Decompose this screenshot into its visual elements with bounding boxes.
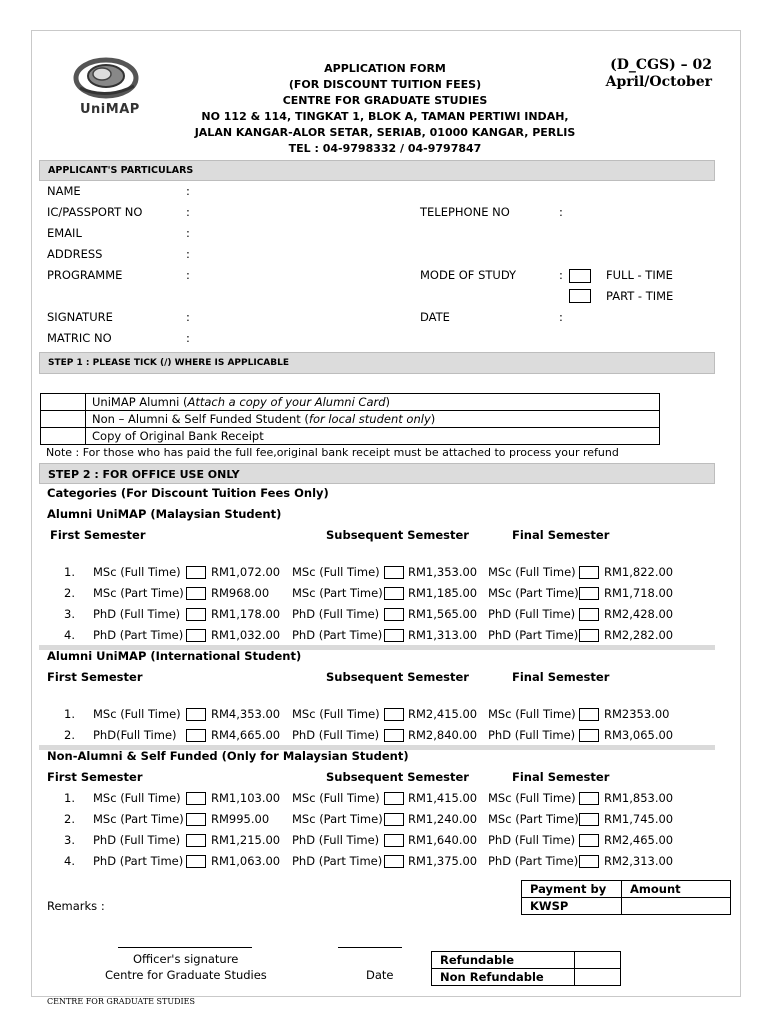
mode-colon: : bbox=[559, 268, 563, 282]
fee-amount-col1: RM4,665.00 bbox=[211, 728, 281, 742]
amount-cell[interactable] bbox=[622, 898, 731, 915]
g1-final-semester-heading: Final Semester bbox=[512, 528, 610, 542]
fee-amount-col1: RM1,072.00 bbox=[211, 565, 281, 579]
fee-checkbox-col1[interactable] bbox=[186, 834, 206, 847]
fee-amount-col2: RM2,840.00 bbox=[408, 728, 478, 742]
group-title-non-alumni: Non-Alumni & Self Funded (Only for Malaysian Student) bbox=[47, 749, 409, 763]
course-label-col3: PhD (Full Time) bbox=[488, 833, 576, 847]
address-label: ADDRESS bbox=[47, 247, 103, 261]
fee-amount-col2: RM1,353.00 bbox=[408, 565, 478, 579]
g2-first-semester-heading: First Semester bbox=[47, 670, 143, 684]
fee-amount-col2: RM1,565.00 bbox=[408, 607, 478, 621]
step2-band bbox=[39, 463, 715, 484]
step2-title: STEP 2 : FOR OFFICE USE ONLY bbox=[48, 468, 240, 481]
fee-checkbox-col1[interactable] bbox=[186, 729, 206, 742]
course-label-col1: PhD (Full Time) bbox=[93, 833, 181, 847]
course-label-col1: PhD(Full Time) bbox=[93, 728, 177, 742]
course-label-col2: MSc (Part Time) bbox=[292, 586, 383, 600]
fee-amount-col1: RM1,063.00 bbox=[211, 854, 281, 868]
date-label: DATE bbox=[420, 310, 450, 324]
row-number: 3. bbox=[64, 607, 75, 621]
fee-checkbox-col3[interactable] bbox=[579, 855, 599, 868]
g1-subsequent-semester-heading: Subsequent Semester bbox=[326, 528, 469, 542]
row-number: 2. bbox=[64, 728, 75, 742]
tick-cell-receipt[interactable] bbox=[41, 428, 86, 445]
fee-checkbox-col1[interactable] bbox=[186, 566, 206, 579]
ic-label: IC/PASSPORT NO bbox=[47, 205, 143, 219]
date-signature-line bbox=[338, 947, 402, 948]
fee-checkbox-col2[interactable] bbox=[384, 608, 404, 621]
kwsp-cell: KWSP bbox=[522, 898, 622, 915]
fee-amount-col2: RM1,640.00 bbox=[408, 833, 478, 847]
fee-checkbox-col3[interactable] bbox=[579, 813, 599, 826]
date-colon: : bbox=[559, 310, 563, 324]
officer-date-label: Date bbox=[366, 968, 394, 982]
fee-checkbox-col3[interactable] bbox=[579, 708, 599, 721]
g3-final-semester-heading: Final Semester bbox=[512, 770, 610, 784]
address-colon: : bbox=[186, 247, 190, 261]
course-label-col2: PhD (Full Time) bbox=[292, 728, 380, 742]
ic-colon: : bbox=[186, 205, 190, 219]
payment-table bbox=[521, 880, 731, 915]
step1-title: STEP 1 : PLEASE TICK (/) WHERE IS APPLICABLE bbox=[48, 358, 290, 368]
fee-checkbox-col1[interactable] bbox=[186, 608, 206, 621]
fee-amount-col3: RM2,465.00 bbox=[604, 833, 674, 847]
group-title-alumni-malaysian: Alumni UniMAP (Malaysian Student) bbox=[47, 507, 282, 521]
course-label-col2: MSc (Part Time) bbox=[292, 812, 383, 826]
name-label: NAME bbox=[47, 184, 81, 198]
row-number: 1. bbox=[64, 565, 75, 579]
refundable-label: Refundable bbox=[432, 952, 575, 969]
fee-amount-col3: RM1,718.00 bbox=[604, 586, 674, 600]
telephone-colon: : bbox=[559, 205, 563, 219]
fee-checkbox-col1[interactable] bbox=[186, 629, 206, 642]
form-centre: CENTRE FOR GRADUATE STUDIES bbox=[282, 94, 488, 107]
fee-amount-col1: RM1,215.00 bbox=[211, 833, 281, 847]
fee-amount-col2: RM1,313.00 bbox=[408, 628, 478, 642]
row-number: 2. bbox=[64, 812, 75, 826]
logo-text: UniMAP bbox=[80, 102, 140, 117]
course-label-col1: MSc (Full Time) bbox=[93, 791, 181, 805]
refundable-tick-cell[interactable] bbox=[575, 952, 621, 969]
page-footer: CENTRE FOR GRADUATE STUDIES bbox=[47, 997, 195, 1006]
form-code-number: (D_CGS) – 02 bbox=[610, 57, 712, 73]
fee-amount-col2: RM1,375.00 bbox=[408, 854, 478, 868]
form-code bbox=[590, 57, 712, 91]
course-label-col3: MSc (Part Time) bbox=[488, 812, 579, 826]
fee-checkbox-col3[interactable] bbox=[579, 834, 599, 847]
form-subtitle: (FOR DISCOUNT TUITION FEES) bbox=[288, 78, 482, 91]
course-label-col3: PhD (Part Time) bbox=[488, 854, 579, 868]
fee-amount-col3: RM3,065.00 bbox=[604, 728, 674, 742]
fee-amount-col3: RM2,428.00 bbox=[604, 607, 674, 621]
matric-colon: : bbox=[186, 331, 190, 345]
remarks-label: Remarks : bbox=[47, 899, 105, 913]
group-title-alumni-international: Alumni UniMAP (International Student) bbox=[47, 649, 302, 663]
fee-checkbox-col1[interactable] bbox=[186, 792, 206, 805]
officer-signature-label: Officer's signature bbox=[133, 952, 239, 966]
fee-checkbox-col1[interactable] bbox=[186, 813, 206, 826]
amount-header: Amount bbox=[622, 881, 731, 898]
fee-checkbox-col2[interactable] bbox=[384, 813, 404, 826]
course-label-col2: MSc (Full Time) bbox=[292, 707, 380, 721]
officer-signature-line bbox=[118, 947, 252, 948]
fee-checkbox-col2[interactable] bbox=[384, 566, 404, 579]
full-time-label: FULL - TIME bbox=[606, 268, 673, 282]
fee-amount-col1: RM995.00 bbox=[211, 812, 270, 826]
refund-table bbox=[431, 951, 621, 986]
course-label-col1: MSc (Full Time) bbox=[93, 565, 181, 579]
fee-checkbox-col1[interactable] bbox=[186, 587, 206, 600]
step1-band bbox=[39, 352, 715, 374]
email-colon: : bbox=[186, 226, 190, 240]
part-time-label: PART - TIME bbox=[606, 289, 674, 303]
g3-first-semester-heading: First Semester bbox=[47, 770, 143, 784]
matric-label: MATRIC NO bbox=[47, 331, 112, 345]
form-address-line-2: JALAN KANGAR-ALOR SETAR, SERIAB, 01000 KANGAR, PERLIS bbox=[194, 126, 576, 139]
fee-amount-col2: RM1,185.00 bbox=[408, 586, 478, 600]
course-label-col2: PhD (Part Time) bbox=[292, 628, 383, 642]
particulars-title: APPLICANT'S PARTICULARS bbox=[48, 165, 194, 176]
form-address-line-1: NO 112 & 114, TINGKAT 1, BLOK A, TAMAN PERTIWI INDAH, bbox=[201, 110, 569, 123]
g2-final-semester-heading: Final Semester bbox=[512, 670, 610, 684]
unimap-logo bbox=[72, 52, 142, 120]
fee-checkbox-col3[interactable] bbox=[579, 629, 599, 642]
fee-checkbox-col2[interactable] bbox=[384, 708, 404, 721]
step1-note: Note : For those who has paid the full fee,original bank receipt must be attached to process your refund bbox=[46, 446, 619, 459]
programme-colon: : bbox=[186, 268, 190, 282]
fee-checkbox-col3[interactable] bbox=[579, 729, 599, 742]
form-telephone: TEL : 04-9798332 / 04-9797847 bbox=[288, 142, 482, 155]
form-title: APPLICATION FORM bbox=[324, 62, 446, 75]
logo-emblem-icon bbox=[72, 52, 142, 102]
fee-checkbox-col2[interactable] bbox=[384, 834, 404, 847]
tick-label-non-alumni: Non – Alumni & Self Funded Student (for local student only) bbox=[86, 411, 660, 428]
tick-label-receipt: Copy of Original Bank Receipt bbox=[86, 428, 660, 445]
programme-label: PROGRAMME bbox=[47, 268, 123, 282]
row-number: 3. bbox=[64, 833, 75, 847]
course-label-col3: PhD (Full Time) bbox=[488, 728, 576, 742]
course-label-col1: MSc (Full Time) bbox=[93, 707, 181, 721]
telephone-label: TELEPHONE NO bbox=[420, 205, 510, 219]
tick-label-alumni: UniMAP Alumni (Attach a copy of your Alumni Card) bbox=[86, 394, 660, 411]
g1-first-semester-heading: First Semester bbox=[50, 528, 146, 542]
full-time-checkbox[interactable] bbox=[569, 269, 591, 283]
fee-amount-col1: RM4,353.00 bbox=[211, 707, 281, 721]
tick-cell-alumni[interactable] bbox=[41, 394, 86, 411]
fee-checkbox-col3[interactable] bbox=[579, 566, 599, 579]
fee-amount-col1: RM1,103.00 bbox=[211, 791, 281, 805]
fee-amount-col3: RM2353.00 bbox=[604, 707, 670, 721]
tick-cell-non-alumni[interactable] bbox=[41, 411, 86, 428]
fee-amount-col1: RM1,032.00 bbox=[211, 628, 281, 642]
non-refundable-tick-cell[interactable] bbox=[575, 969, 621, 986]
officer-centre-label: Centre for Graduate Studies bbox=[105, 968, 267, 982]
course-label-col3: MSc (Full Time) bbox=[488, 791, 576, 805]
course-label-col2: MSc (Full Time) bbox=[292, 565, 380, 579]
fee-checkbox-col2[interactable] bbox=[384, 855, 404, 868]
fee-checkbox-col1[interactable] bbox=[186, 708, 206, 721]
fee-amount-col2: RM1,240.00 bbox=[408, 812, 478, 826]
tick-row-receipt bbox=[41, 428, 660, 445]
row-number: 2. bbox=[64, 586, 75, 600]
course-label-col1: PhD (Part Time) bbox=[93, 628, 184, 642]
name-colon: : bbox=[186, 184, 190, 198]
fee-amount-col1: RM968.00 bbox=[211, 586, 270, 600]
course-label-col3: PhD (Full Time) bbox=[488, 607, 576, 621]
tick-row-non-alumni bbox=[41, 411, 660, 428]
fee-checkbox-col2[interactable] bbox=[384, 587, 404, 600]
particulars-band bbox=[39, 160, 715, 181]
tick-row-alumni bbox=[41, 394, 660, 411]
fee-amount-col2: RM2,415.00 bbox=[408, 707, 478, 721]
fee-checkbox-col2[interactable] bbox=[384, 729, 404, 742]
form-period: April/October bbox=[605, 74, 712, 90]
fee-checkbox-col2[interactable] bbox=[384, 629, 404, 642]
fee-checkbox-col3[interactable] bbox=[579, 608, 599, 621]
step1-tick-table bbox=[40, 393, 660, 445]
course-label-col1: MSc (Part Time) bbox=[93, 586, 184, 600]
course-label-col2: MSc (Full Time) bbox=[292, 791, 380, 805]
part-time-checkbox[interactable] bbox=[569, 289, 591, 303]
fee-amount-col2: RM1,415.00 bbox=[408, 791, 478, 805]
fee-amount-col3: RM1,853.00 bbox=[604, 791, 674, 805]
categories-heading: Categories (For Discount Tuition Fees Only) bbox=[47, 486, 329, 500]
fee-checkbox-col3[interactable] bbox=[579, 792, 599, 805]
course-label-col1: PhD (Part Time) bbox=[93, 854, 184, 868]
mode-label: MODE OF STUDY bbox=[420, 268, 517, 282]
course-label-col3: MSc (Full Time) bbox=[488, 565, 576, 579]
course-label-col2: PhD (Full Time) bbox=[292, 833, 380, 847]
fee-checkbox-col2[interactable] bbox=[384, 792, 404, 805]
row-number: 4. bbox=[64, 854, 75, 868]
row-number: 1. bbox=[64, 791, 75, 805]
non-refundable-label: Non Refundable bbox=[432, 969, 575, 986]
course-label-col2: PhD (Full Time) bbox=[292, 607, 380, 621]
course-label-col1: PhD (Full Time) bbox=[93, 607, 181, 621]
g2-subsequent-semester-heading: Subsequent Semester bbox=[326, 670, 469, 684]
row-number: 4. bbox=[64, 628, 75, 642]
signature-label: SIGNATURE bbox=[47, 310, 113, 324]
fee-amount-col3: RM2,282.00 bbox=[604, 628, 674, 642]
course-label-col2: PhD (Part Time) bbox=[292, 854, 383, 868]
form-header bbox=[185, 61, 585, 157]
course-label-col3: MSc (Part Time) bbox=[488, 586, 579, 600]
g3-subsequent-semester-heading: Subsequent Semester bbox=[326, 770, 469, 784]
fee-checkbox-col3[interactable] bbox=[579, 587, 599, 600]
course-label-col3: PhD (Part Time) bbox=[488, 628, 579, 642]
course-label-col3: MSc (Full Time) bbox=[488, 707, 576, 721]
course-label-col1: MSc (Part Time) bbox=[93, 812, 184, 826]
fee-amount-col3: RM1,822.00 bbox=[604, 565, 674, 579]
fee-amount-col1: RM1,178.00 bbox=[211, 607, 281, 621]
fee-checkbox-col1[interactable] bbox=[186, 855, 206, 868]
fee-amount-col3: RM2,313.00 bbox=[604, 854, 674, 868]
signature-colon: : bbox=[186, 310, 190, 324]
fee-amount-col3: RM1,745.00 bbox=[604, 812, 674, 826]
email-label: EMAIL bbox=[47, 226, 82, 240]
row-number: 1. bbox=[64, 707, 75, 721]
payment-by-header: Payment by bbox=[522, 881, 622, 898]
